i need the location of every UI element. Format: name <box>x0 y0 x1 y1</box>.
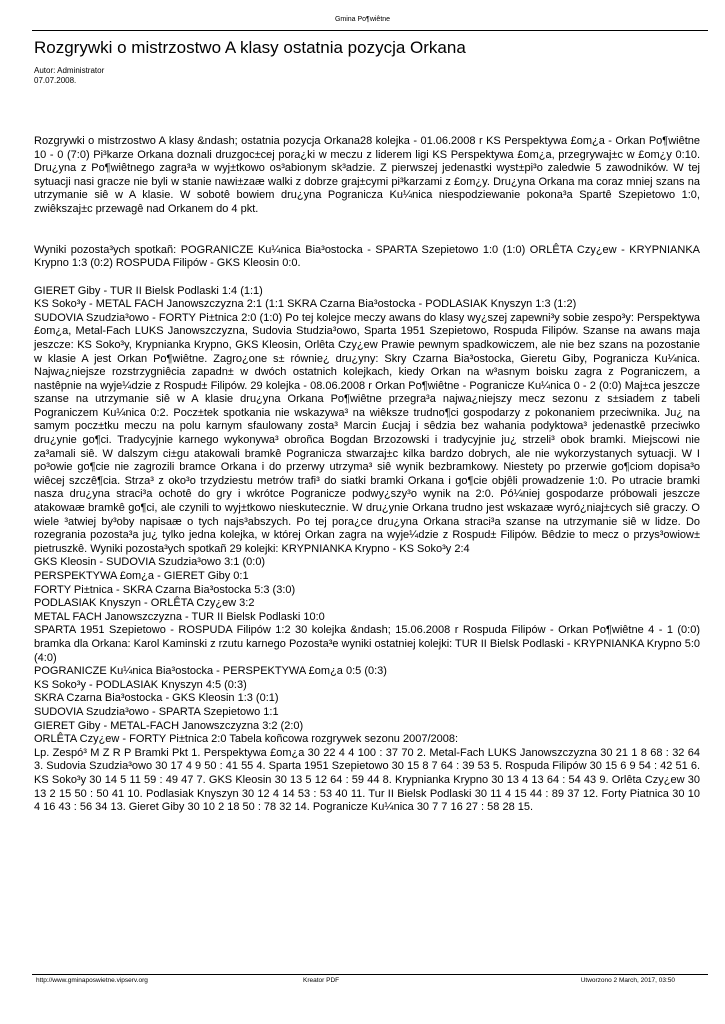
article-paragraph: SKRA Czarna Bia³ostocka - GKS Kleosin 1:3 (0:1) <box>34 692 279 705</box>
article-paragraph: SUDOVIA Szudzia³owo - FORTY Pi±tnica 2:0 (1:0) Po tej kolejce meczy awans do klasy wy¿szej zapewni³y sobie zespo³y: Perspektywa £om¿a, Metal-Fach LUKS Janowszczyzna, Sudovia Studzia³owo, Sparta 1951 Szepietowo, Rospuda Filipów. Szanse na awans maja jeszcze: KS Soko³y, Krypnianka Krypno, GKS Kleosin, Orlêta Czy¿ew Prawie pewnym spadkowiczem, ale nie bez szans na pozostanie w klasie A jest Orkan Po¶wiêtne. Zagro¿one s± równie¿ dru¿yny: Skry Czarna Bia³ostocka, Gieretu Giby, Pogranicza Ku¼nica. Najwa¿niejsze rozstrzygniêcia zapadn± w dwóch ostatnich kolejkach, kiedy Orkan na w³asnym boisku zagra z Pograniczem, a nastêpnie na wyje¼dzie z Rospud± Filipów. 29 kolejka - 08.06.2008 r Orkan Po¶wiêtne - Pogranicze Ku¼nica 0 - 2 (0:0) Maj±ca jeszcze szanse na utrzymanie siê w A klasie dru¿yna Orkana Po¶wiêtne przegra³a najwa¿niejszy mecz sezonu z s±siadem z tabeli Pograniczem Ku¼nica 0:2. Pocz±tek spotkania nie wskazywa³ na wiêksze trudno¶ci gospodarzy z pokonaniem przeciwnika. Ju¿ na samym pocz±tku meczu na polu karnym sfaulowany zosta³ Marcin £ucjaj i sêdzia bez wahania podyktowa³ jedenastkê przeciwko dru¿ynie go¶ci. Tradycyjnie karnego wykonywa³ obroñca Bogdan Brzozowski i tradycyjnie ju¿ strzeli³ obok bramki. Miejscowi nie za³amali siê. W dalszym ci±gu atakowali bramkê Pogranicza stwarzaj±c kilka bardzo dobrych, ale nie wykorzystanych sytuacji. W I po³owie go¶cie nie zagrozili bramce Orkana i do przerwy utrzyma³ siê wynik bezbramkowy. Niestety po przerwie go¶ciom dopisa³o wiêcej szczê¶cia. Strza³ z oko³o trzydziestu metrów trafi³ do siatki bramki Orkana i go¶cie objêli prowadzenie 1:0. Po utracie bramki nasza dru¿yna straci³a ochotê do gry i wkrótce Pogranicze podwy¿szy³o wynik na 2:0. Pó¼niej gospodarze próbowali jeszcze atakowaæ bramkê go¶ci, ale czynili to wyj±tkowo nieskutecznie. W dru¿ynie Orkana trudno jest wskazaæ wyró¿niaj±cych siê graczy. O wiele ³atwiej by³oby napisaæ o tych najs³abszych. Po tej pora¿ce dru¿yna Orkana straci³a szanse na utrzymanie siê w lidze. Do rozegrania pozosta³a ju¿ tylko jedna kolejka, w której Orkan zagra na wyje¼dzie z Rospud± Filipów. Bêdzie to mecz o przys³owiow± pietruszkê. Wyniki pozosta³ych spotkañ 29 kolejki: KRYPNIANKA Krypno - KS Soko³y 2:4 <box>34 311 700 555</box>
header-divider <box>32 30 708 31</box>
article-paragraph: POGRANICZE Ku¼nica Bia³ostocka - PERSPEKTYWA £om¿a 0:5 (0:3) <box>34 665 387 678</box>
article-title: Rozgrywki o mistrzostwo A klasy ostatnia pozycja Orkana <box>34 38 466 57</box>
article-paragraph: SUDOVIA Szudzia³owo - SPARTA Szepietowo 1:1 <box>34 705 279 718</box>
article-paragraph: FORTY Pi±tnica - SKRA Czarna Bia³ostocka 5:3 (3:0) <box>34 583 296 596</box>
paragraph-spacer <box>34 217 700 231</box>
article-body <box>34 135 700 815</box>
article-author: Autor: Administrator <box>34 66 105 75</box>
footer-created: Utworzono 2 March, 2017, 03:50 <box>580 977 675 984</box>
article-paragraph: Lp. Zespó³ M Z R P Bramki Pkt 1. Perspektywa £om¿a 30 22 4 4 100 : 37 70 2. Metal-Fach LUKS Janowszczyzna 30 21 1 8 68 : 32 64 3. Sudovia Szudzia³owo 30 17 4 9 50 : 41 55 4. Sparta 1951 Szepietowo 30 15 8 7 64 : 39 53 5. Rospuda Filipów 30 15 6 9 54 : 42 51 6. KS Soko³y 30 14 5 11 59 : 49 47 7. GKS Kleosin 30 13 5 12 64 : 59 44 8. Krypnianka Krypno 30 13 4 13 64 : 54 43 9. Orlêta Czy¿ew 30 13 2 15 50 : 50 41 10. Podlasiak Knyszyn 30 12 4 14 53 : 53 40 11. Tur II Bielsk Podlaski 30 11 4 15 44 : 89 37 12. Forty Piatnica 30 10 4 16 43 : 56 34 13. Gieret Giby 30 10 2 18 50 : 78 32 14. Pogranicze Ku¼nica 30 7 7 16 27 : 58 28 15. <box>34 746 700 814</box>
page-header: Gmina Po¶wiêtne <box>334 16 391 23</box>
article-paragraph: ORLÊTA Czy¿ew - FORTY Pi±tnica 2:0 Tabela koñcowa rozgrywek sezonu 2007/2008: <box>34 733 459 746</box>
footer-url: http://www.gminaposwietne.vipserv.org <box>36 977 148 984</box>
article-meta <box>34 66 104 86</box>
article-paragraph: SPARTA 1951 Szepietowo - ROSPUDA Filipów 1:2 30 kolejka &ndash; 15.06.2008 r Rospuda Filipów - Orkan Po¶wiêtne 4 - 1 (0:0) bramka dla Orkana: Karol Kaminski z rzutu karnego Pozosta³e wyniki ostatniej kolejki: TUR II Bielsk Podlaski - KRYPNIANKA Krypno 5:0 (4:0) <box>34 624 700 664</box>
footer-divider <box>32 974 708 975</box>
article-paragraph: PODLASIAK Knyszyn - ORLÊTA Czy¿ew 3:2 <box>34 597 255 610</box>
article-paragraph: KS Soko³y - PODLASIAK Knyszyn 4:5 (0:3) <box>34 678 247 691</box>
article-paragraph: METAL FACH Janowszczyzna - TUR II Bielsk Podlaski 10:0 <box>34 610 325 623</box>
footer-generator: Kreator PDF <box>303 977 340 984</box>
article-date: 07.07.2008. <box>34 76 77 85</box>
article-paragraph: GKS Kleosin - SUDOVIA Szudzia³owo 3:1 (0:0) <box>34 556 266 569</box>
paragraph-spacer <box>34 271 700 285</box>
article-paragraph: KS Soko³y - METAL FACH Janowszczyzna 2:1 (1:1 SKRA Czarna Bia³ostocka - PODLASIAK Knyszyn 1:3 (1:2) <box>34 298 577 311</box>
article-paragraph: PERSPEKTYWA £om¿a - GIERET Giby 0:1 <box>34 570 249 582</box>
article-paragraph: GIERET Giby - TUR II Bielsk Podlaski 1:4 (1:1) <box>34 284 263 297</box>
article-paragraph: Wyniki pozosta³ych spotkañ: POGRANICZE Ku¼nica Bia³ostocka - SPARTA Szepietowo 1:0 (1:0) ORLÊTA Czy¿ew - KRYPNIANKA Krypno 1:3 (0:2) ROSPUDA Filipów - GKS Kleosin 0:0. <box>34 243 700 270</box>
paragraph-spacer <box>34 230 700 244</box>
article-paragraph: GIERET Giby - METAL-FACH Janowszczyzna 3:2 (2:0) <box>34 719 304 732</box>
article-paragraph: Rozgrywki o mistrzostwo A klasy &ndash; ostatnia pozycja Orkana28 kolejka - 01.06.2008 r KS Perspektywa £om¿a - Orkan Po¶wiêtne 10 - 0 (7:0) Pi³karze Orkana doznali druzgoc±cej pora¿ki w meczu z liderem ligi KS Perspektywa £om¿a, przegrywaj±c w £om¿y 0:10. Dru¿yna z Po¶wiêtnego zagra³a w wyj±tkowo os³abionym sk³adzie. Z pierwszej jedenastki wyst±pi³o zaledwie 5 zawodników. W tej sytuacji nasi gracze nie byli w stanie nawi±zaæ walki z dobrze graj±cymi pi³karzami z £om¿y. Dru¿yna Orkana ma coraz mniej szans na utrzymanie siê w A klasie. W sobotê bowiem dru¿yna Pogranicza Ku¼nica niespodziewanie pokona³a Spartê Szepietowo 1:0, zwiêkszaj±c przewagê nad Orkanem do 4 pkt. <box>34 135 700 215</box>
